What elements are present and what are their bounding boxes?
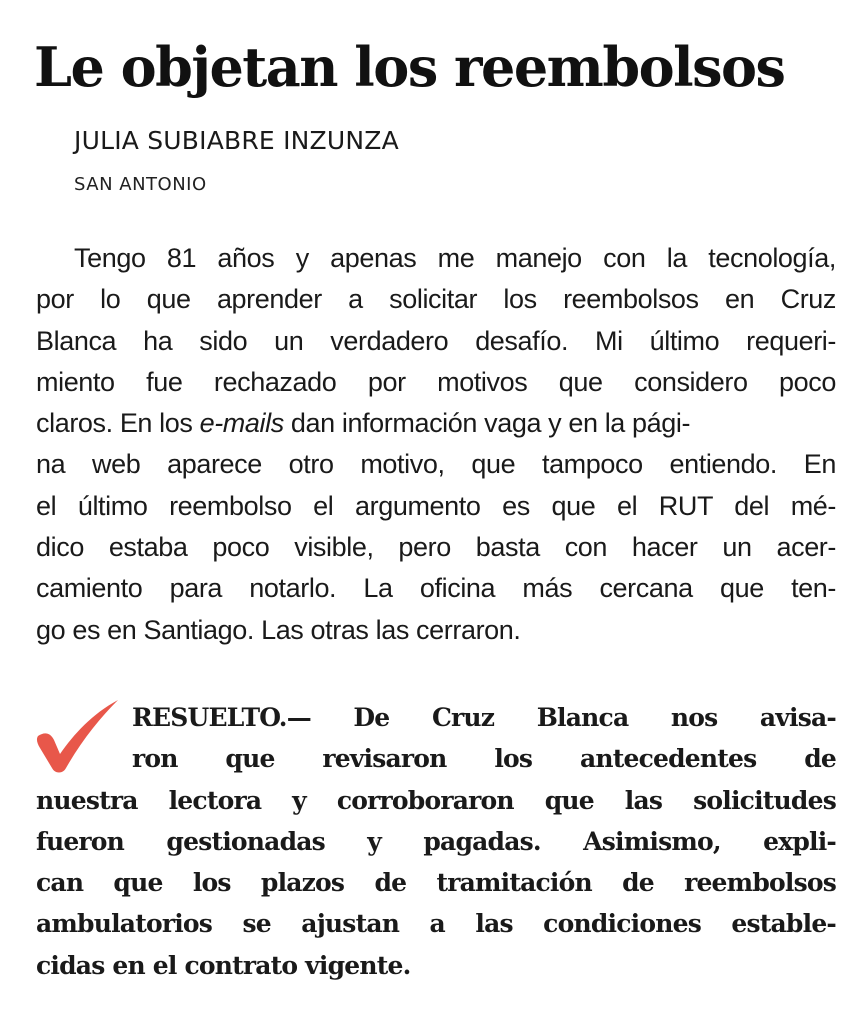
company-response — [36, 697, 836, 986]
response-line: cidas en el contrato vigente. — [36, 950, 411, 980]
letter-line: na web aparece otro motivo, que tampoco entiendo. En — [36, 449, 836, 480]
letter-line: Tengo 81 años y apenas me manejo con la tecnología, — [74, 243, 836, 273]
author-location: SAN ANTONIO — [74, 174, 207, 195]
letter-line: miento fue rechazado por motivos que considero poco — [36, 366, 836, 397]
response-line: RESUELTO.— De Cruz Blanca nos avisa- — [132, 703, 836, 732]
response-line: ambulatorios se ajustan a las condiciones estable- — [36, 909, 836, 939]
letter-line: el último reembolso el argumento es que el RUT del mé- — [36, 490, 836, 521]
letter-text: claros. En los — [36, 408, 200, 439]
response-line: ron que revisaron los antecedentes de — [132, 744, 836, 774]
letter-line: por lo que aprender a solicitar los reembolsos en Cruz — [36, 284, 836, 315]
letter-line: dico estaba poco visible, pero basta con hacer un acer- — [36, 532, 836, 563]
letter-line: go es en Santiago. Las otras las cerraron. — [36, 614, 521, 645]
response-line: can que los plazos de tramitación de reembolsos — [36, 868, 836, 898]
letter-line: camiento para notarlo. La oficina más cercana que ten- — [36, 573, 836, 604]
letter-line — [36, 403, 836, 444]
author-name: JULIA SUBIABRE INZUNZA — [74, 126, 399, 155]
letter-text: dan información vaga y en la pági- — [283, 408, 691, 439]
reader-letter — [36, 238, 836, 651]
response-line: fueron gestionadas y pagadas. Asimismo, expli- — [36, 826, 836, 856]
letter-emphasis: e-mails — [199, 408, 284, 439]
response-line: nuestra lectora y corroboraron que las solicitudes — [36, 785, 836, 815]
letter-line: Blanca ha sido un verdadero desafío. Mi último requeri- — [36, 325, 836, 356]
headline: Le objetan los reembolsos — [34, 35, 785, 99]
